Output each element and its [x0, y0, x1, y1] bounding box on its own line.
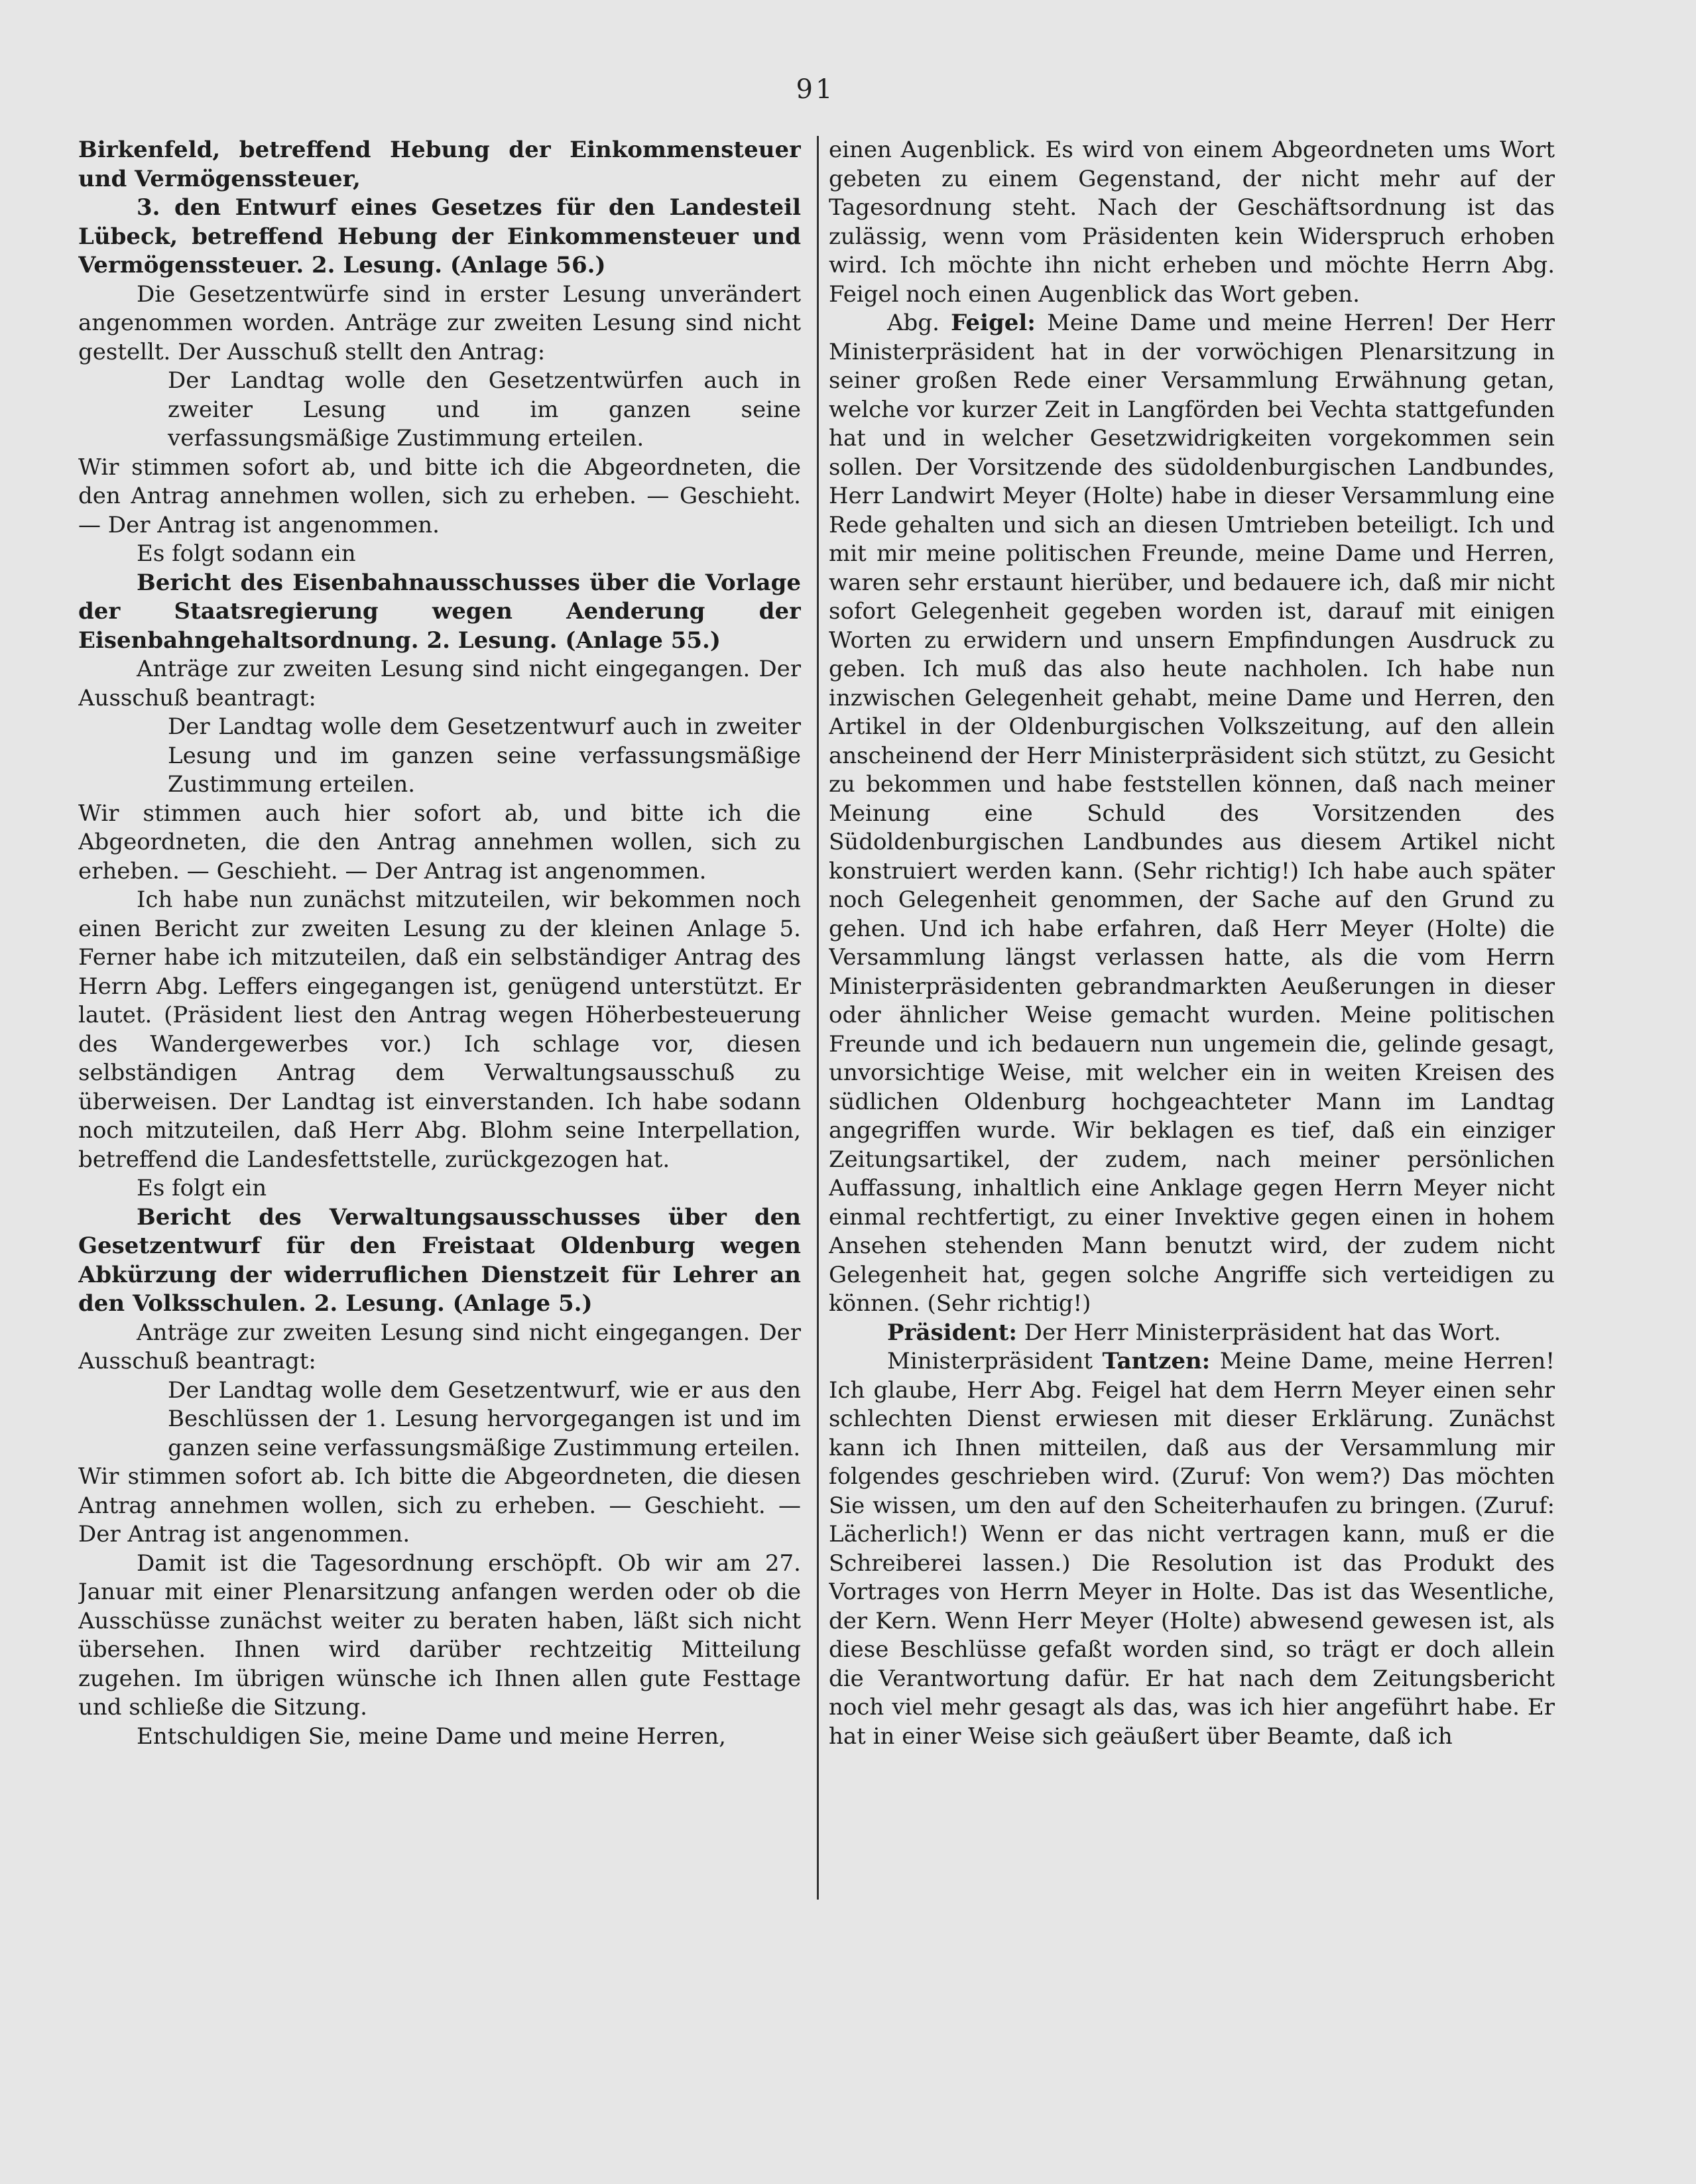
paragraph: Es folgt ein [137, 1175, 267, 1201]
speech-text: Meine Dame und meine Herren! Der Herr Ministerpräsident hat in der vorwöchigen Plenarsitzung in seiner großen Rede einer Versammlung Erwähnung getan, welche vor kurzer Zeit in Langförden bei Vechta stattgefunden hat und in welcher Gesetzwidrigkeiten vorgekommen sein sollen. Der Vorsitzende des südoldenburgischen Landbundes, Herr Landwirt Meyer (Holte) habe in dieser Versammlung eine Rede gehalten und sich an diesen Umtrieben beteiligt. Ich und mit mir meine politischen Freunde, meine Dame und Herren, waren sehr erstaunt hierüber, und bedauere ich, daß mir nicht sofort Gelegenheit gegeben worden ist, darauf mit einigen Worten zu erwidern und unsern Empfindungen Ausdruck zu geben. Ich muß das also heute nachholen. Ich habe nun inzwischen Gelegenheit gehabt, meine Dame und Herren, den Artikel in der Oldenburgischen Volkszeitung, auf den allein anscheinend der Herr Ministerpräsident sich stützt, zu Gesicht zu bekommen und habe feststellen können, daß nach meiner Meinung eine Schuld des Vorsitzenden des Südoldenburgischen Landbundes aus diesem Artikel nicht konstruiert werden kann. (Sehr richtig!) Ich habe auch später noch Gelegenheit genommen, der Sache auf den Grund zu gehen. Und ich habe erfahren, daß Herr Meyer (Holte) die Versammlung längst verlassen hatte, als die vom Herrn Ministerpräsidenten gebrandmarkten Aeußerungen in dieser oder ähnlicher Weise gemacht wurden. Meine politischen Freunde und ich bedauern nun ungemein die, gelinde gesagt, unvorsichtige Weise, mit welcher ein in weiten Kreisen des südlichen Oldenburg hochgeachteter Mann im Landtag angegriffen wurde. Wir beklagen es tief, daß ein einziger Zeitungsartikel, der zudem, nach meiner persönlichen Auffassung, inhaltlich eine Anklage gegen Herrn Meyer nicht einmal rechtfertigt, zu einer Invektive gegen einen in hohem Ansehen stehenden Mann benutzt wird, der zudem nicht Gelegenheit hat, gegen solche Angriffe sich verteidigen zu können. (Sehr richtig!) [829, 310, 1555, 1317]
speech-president [829, 1319, 1555, 1348]
column-divider [817, 136, 819, 1900]
motion-quote: Der Landtag wolle den Gesetzentwürfen auch in zweiter Lesung und im ganzen seine verfassungsmäßige Zustimmung erteilen. [168, 367, 801, 452]
paragraph: Es folgt sodann ein [137, 540, 356, 567]
speech-text: Der Herr Ministerpräsident hat das Wort. [1016, 1319, 1501, 1346]
agenda-heading: Bericht des Verwaltungsausschusses über den Gesetzentwurf für den Freistaat Oldenburg wegen Abkürzung der widerruflichen Dienstzeit für Lehrer an den Volksschulen. 2. Lesung. (Anlage 5.) [78, 1203, 801, 1317]
paragraph: einen Augenblick. Es wird von einem Abgeordneten ums Wort gebeten zu einem Gegenstand, der nicht mehr auf der Tagesordnung steht. Nach der Geschäftsordnung ist das zulässig, wenn vom Präsidenten kein Widerspruch erhoben wird. Ich möchte ihn nicht erheben und möchte Herrn Abg. Feigel noch einen Augenblick das Wort geben. [829, 137, 1555, 308]
paragraph: Wir stimmen sofort ab. Ich bitte die Abgeordneten, die diesen Antrag annehmen wollen, sich zu erheben. — Geschieht. — Der Antrag ist angenommen. [78, 1463, 801, 1547]
paragraph: Wir stimmen auch hier sofort ab, und bitte ich die Abgeordneten, die den Antrag annehmen wollen, sich zu erheben. — Geschieht. — Der Antrag ist angenommen. [78, 800, 801, 884]
speech-tantzen [829, 1347, 1555, 1751]
speech-text: Meine Dame, meine Herren! Ich glaube, Herr Abg. Feigel hat dem Herrn Meyer einen sehr schlechten Dienst erwiesen mit dieser Erklärung. Zunächst kann ich Ihnen mitteilen, daß aus der Versammlung mir folgendes geschrieben wird. (Zuruf: Von wem?) Das möchten Sie wissen, um den auf den Scheiterhaufen zu bringen. (Zuruf: Lächerlich!) Wenn er das nicht vertragen kann, muß er die Schreiberei lassen.) Die Resolution ist das Produkt des Vortrages von Herrn Meyer in Holte. Das ist das Wesentliche, der Kern. Wenn Herr Meyer (Holte) abwesend gewesen ist, als diese Beschlüsse gefaßt worden sind, so trägt er doch allein die Verantwortung dafür. Er hat nach dem Zeitungsbericht noch viel mehr gesagt als das, was ich hier angeführt habe. Er hat in einer Weise sich geäußert über Beamte, daß ich [829, 1348, 1555, 1750]
speaker-name: Präsident: [887, 1319, 1017, 1346]
agenda-heading: Bericht des Eisenbahnausschusses über die Vorlage der Staatsregierung wegen Aenderung der Eisenbahngehaltsordnung. 2. Lesung. (Anlage 55.) [78, 569, 801, 654]
paragraph: Anträge zur zweiten Lesung sind nicht eingegangen. Der Ausschuß beantragt: [78, 1319, 801, 1374]
speaker-prefix: Abg. [887, 310, 951, 336]
speaker-prefix: Ministerpräsident [887, 1348, 1103, 1374]
speaker-name: Feigel: [951, 310, 1036, 336]
page-number: 91 [796, 74, 835, 105]
right-column [829, 136, 1555, 1913]
motion-quote: Der Landtag wolle dem Gesetzentwurf auch in zweiter Lesung und im ganzen seine verfassungsmäßige Zustimmung erteilen. [168, 713, 801, 798]
motion-quote: Der Landtag wolle dem Gesetzentwurf, wie er aus den Beschlüssen der 1. Lesung hervorgegangen ist und im ganzen seine verfassungsmäßige Zustimmung erteilen. [168, 1376, 801, 1461]
paragraph: 3. den Entwurf eines Gesetzes für den Landesteil Lübeck, betreffend Hebung der Einkommensteuer und Vermögenssteuer. 2. Lesung. (Anlage 56.) [78, 194, 801, 278]
paragraph: Anträge zur zweiten Lesung sind nicht eingegangen. Der Ausschuß beantragt: [78, 656, 801, 711]
paragraph: Wir stimmen sofort ab, und bitte ich die Abgeordneten, die den Antrag annehmen wollen, sich zu erheben. — Geschieht. — Der Antrag ist angenommen. [78, 454, 801, 538]
paragraph: Damit ist die Tagesordnung erschöpft. Ob wir am 27. Januar mit einer Plenarsitzung anfangen werden oder ob die Ausschüsse zunächst weiter zu beraten haben, läßt sich nicht übersehen. Ihnen wird darüber rechtzeitig Mitteilung zugehen. Im übrigen wünsche ich Ihnen allen gute Festtage und schließe die Sitzung. [78, 1549, 801, 1721]
left-column [78, 136, 801, 1913]
paragraph: Entschuldigen Sie, meine Dame und meine Herren, [137, 1723, 726, 1750]
paragraph: Die Gesetzentwürfe sind in erster Lesung unverändert angenommen worden. Anträge zur zweiten Lesung sind nicht gestellt. Der Ausschuß stellt den Antrag: [78, 280, 801, 365]
paragraph: Birkenfeld, betreffend Hebung der Einkommensteuer und Vermögenssteuer, [78, 137, 801, 192]
speech-feigel [829, 309, 1555, 1319]
paragraph: Ich habe nun zunächst mitzuteilen, wir bekommen noch einen Bericht zur zweiten Lesung zu der kleinen Anlage 5. Ferner habe ich mitzuteilen, daß ein selbständiger Antrag des Herrn Abg. Leffers eingegangen ist, genügend unterstützt. Er lautet. (Präsident liest den Antrag wegen Höherbesteuerung des Wandergewerbes vor.) Ich schlage vor, diesen selbständigen Antrag dem Verwaltungsausschuß zu überweisen. Der Landtag ist einverstanden. Ich habe sodann noch mitzuteilen, daß Herr Abg. Blohm seine Interpellation, betreffend die Landesfettstelle, zurückgezogen hat. [78, 886, 801, 1173]
speaker-name: Tantzen: [1102, 1348, 1211, 1374]
